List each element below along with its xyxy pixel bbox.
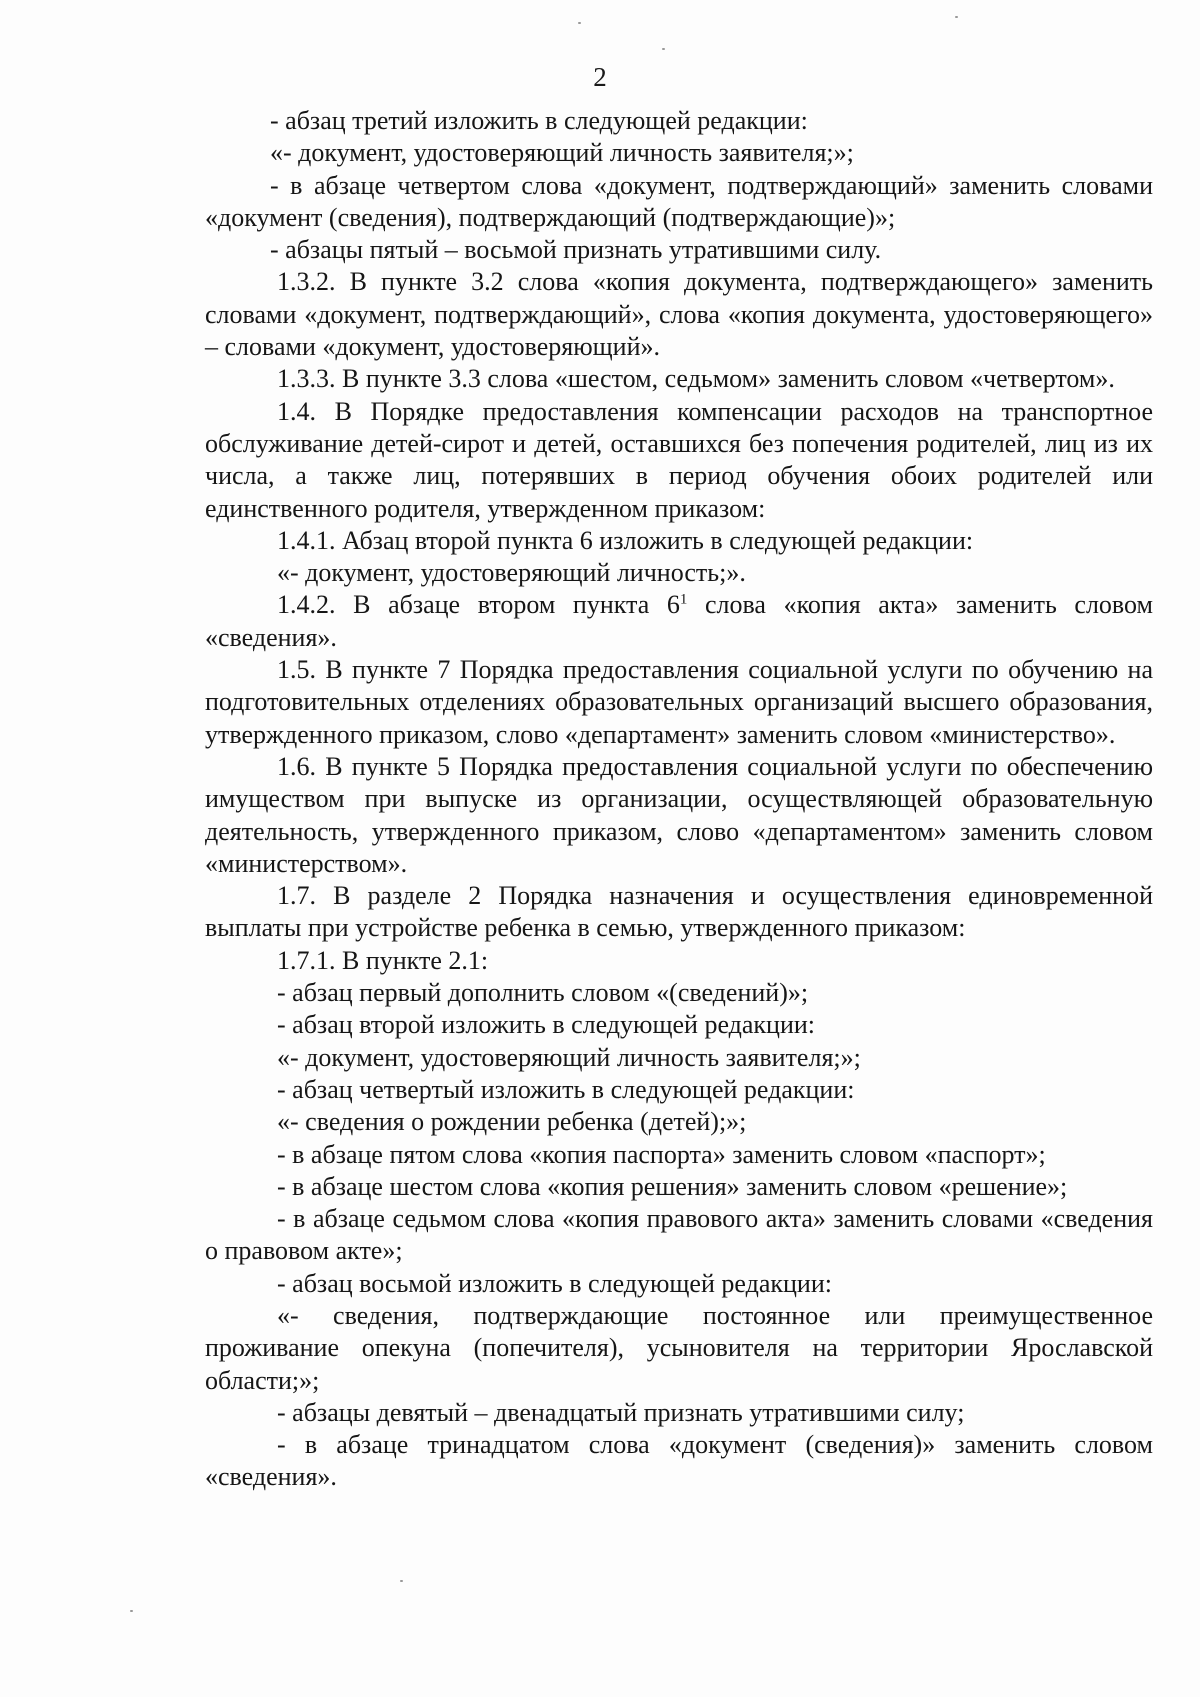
paragraph-text-before: 1.4.2. В абзаце втором пункта 6 xyxy=(277,590,680,620)
paragraph: - в абзаце седьмом слова «копия правового акта» заменить словами «сведения о правовом акте»; xyxy=(205,1204,1153,1266)
paragraph: «- документ, удостоверяющий личность заявителя;»; xyxy=(277,1042,861,1072)
paragraph: - в абзаце четвертом слова «документ, подтверждающий» заменить словами «документ (сведения), подтверждающий (подтверждающие)»; xyxy=(205,170,1153,232)
paragraph: - абзацы пятый – восьмой признать утратившими силу. xyxy=(270,235,882,265)
paragraph: «- документ, удостоверяющий личность;». xyxy=(277,558,746,588)
paragraph: 1.3.3. В пункте 3.3 слова «шестом, седьмом» заменить словом «четвертом». xyxy=(277,364,1115,394)
paragraph: «- документ, удостоверяющий личность заявителя;»; xyxy=(270,138,854,168)
scan-speck xyxy=(955,16,958,18)
paragraph-text-after: слова «копия акта» заменить словом «сведения». xyxy=(205,590,1153,652)
paragraph: - абзац восьмой изложить в следующей редакции: xyxy=(277,1268,832,1298)
paragraph: 1.7.1. В пункте 2.1: xyxy=(277,945,489,975)
paragraph: - в абзаце тринадцатом слова «документ (сведения)» заменить словом «сведения». xyxy=(205,1430,1153,1492)
paragraph: 1.4. В Порядке предоставления компенсации расходов на транспортное обслуживание детей-сирот и детей, оставшихся без попечения родителей, лиц из их числа, а также лиц, потерявших в период обучения обоих родителей или единственного родителя, утвержденном приказом: xyxy=(205,396,1153,523)
paragraph: - в абзаце шестом слова «копия решения» заменить словом «решение»; xyxy=(277,1171,1068,1201)
paragraph-with-superscript xyxy=(205,589,1153,654)
paragraph: «- сведения о рождении ребенка (детей);»; xyxy=(277,1107,747,1137)
paragraph: 1.7. В разделе 2 Порядка назначения и осуществления единовременной выплаты при устройстве ребенка в семью, утвержденного приказом: xyxy=(205,881,1153,943)
paragraph: - в абзаце пятом слова «копия паспорта» заменить словом «паспорт»; xyxy=(277,1139,1046,1169)
page-number: 2 xyxy=(593,62,607,92)
paragraph: - абзацы девятый – двенадцатый признать утратившими силу; xyxy=(277,1397,965,1427)
scan-speck xyxy=(130,1610,133,1612)
paragraph: - абзац третий изложить в следующей редакции: xyxy=(270,106,808,135)
paragraph: 1.5. В пункте 7 Порядка предоставления социальной услуги по обучению на подготовительных отделениях образовательных организаций высшего образования, утвержденного приказом, слово «департамент» заменить словом «министерство». xyxy=(205,655,1153,749)
scan-speck xyxy=(400,1580,403,1582)
scan-speck xyxy=(578,22,581,24)
paragraph: 1.3.2. В пункте 3.2 слова «копия документа, подтверждающего» заменить словами «документ, подтверждающий», слова «копия документа, удостоверяющего» – словами «документ, удостоверяющий». xyxy=(205,267,1153,362)
paragraph: «- сведения, подтверждающие постоянное или преимущественное проживание опекуна (попечителя), усыновителя на территории Ярославской области;»; xyxy=(205,1300,1153,1395)
paragraph: - абзац первый дополнить словом «(сведений)»; xyxy=(277,978,809,1008)
paragraph: - абзац четвертый изложить в следующей редакции: xyxy=(277,1074,855,1104)
paragraph: - абзац второй изложить в следующей редакции: xyxy=(277,1010,816,1040)
superscript: 1 xyxy=(679,591,688,608)
scan-speck xyxy=(662,48,665,50)
document-body xyxy=(205,105,1153,1494)
paragraph: 1.4.1. Абзац второй пункта 6 изложить в следующей редакции: xyxy=(277,525,974,555)
paragraph: 1.6. В пункте 5 Порядка предоставления социальной услуги по обеспечению имуществом при выпуске из организации, осуществляющей образовательную деятельность, утвержденного приказом, слово «департаментом» заменить словом «министерством». xyxy=(205,751,1153,878)
